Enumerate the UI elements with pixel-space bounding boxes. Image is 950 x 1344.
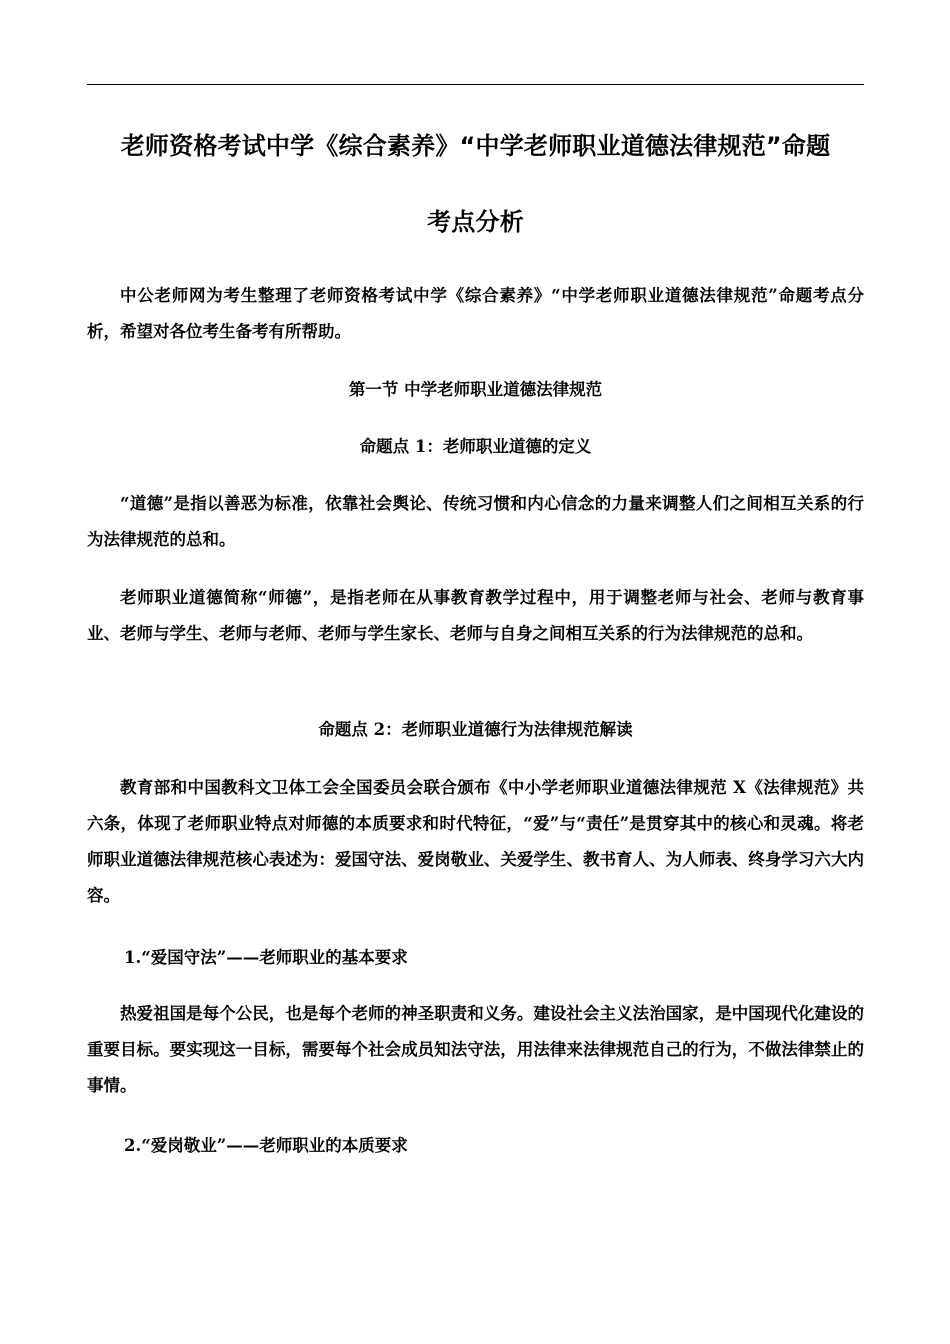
point1-heading: 命题点 1：老师职业道德的定义 — [359, 437, 592, 456]
document-title-line2: 考点分析 — [427, 208, 524, 236]
point1-paragraph-1: “道德”是指以善恶为标准，依靠社会舆论、传统习惯和内心信念的力量来调整人们之间相互关系的行为法律规范的总和。 — [87, 494, 864, 549]
section-heading: 第一节 中学老师职业道德法律规范 — [348, 380, 603, 399]
point2-heading: 命题点 2：老师职业道德行为法律规范解读 — [318, 720, 633, 739]
item2-heading: 2.“爱岗敬业”——老师职业的本质要求 — [124, 1136, 408, 1155]
item1-heading: 1.“爱国守法”——老师职业的基本要求 — [124, 948, 408, 967]
header-rule — [87, 84, 864, 85]
point2-paragraph: 教育部和中国教科文卫体工会全国委员会联合颁布《中小学老师职业道德法律规范 X《法律规范》共六条，体现了老师职业特点对师德的本质要求和时代特征，“爱”与“责任”是贯穿其中的核心和灵魂。将老师职业道德法律规范核心表述为：爱国守法、爱岗敬业、关爱学生、教书育人、为人师表、终身学习六大内容。 — [87, 778, 864, 905]
item1-paragraph: 热爱祖国是每个公民，也是每个老师的神圣职责和义务。建设社会主义法治国家，是中国现代化建设的重要目标。要实现这一目标，需要每个社会成员知法守法，用法律来法律规范自己的行为，不做法律禁止的事情。 — [87, 1004, 864, 1095]
document-title-line1: 老师资格考试中学《综合素养》“中学老师职业道德法律规范”命题 — [120, 132, 831, 160]
intro-paragraph: 中公老师网为考生整理了老师资格考试中学《综合素养》“中学老师职业道德法律规范”命题考点分析，希望对各位考生备考有所帮助。 — [87, 286, 864, 341]
point1-paragraph-2: 老师职业道德简称“师德”，是指老师在从事教育教学过程中，用于调整老师与社会、老师与教育事业、老师与学生、老师与老师、老师与学生家长、老师与自身之间相互关系的行为法律规范的总和。 — [87, 588, 864, 643]
